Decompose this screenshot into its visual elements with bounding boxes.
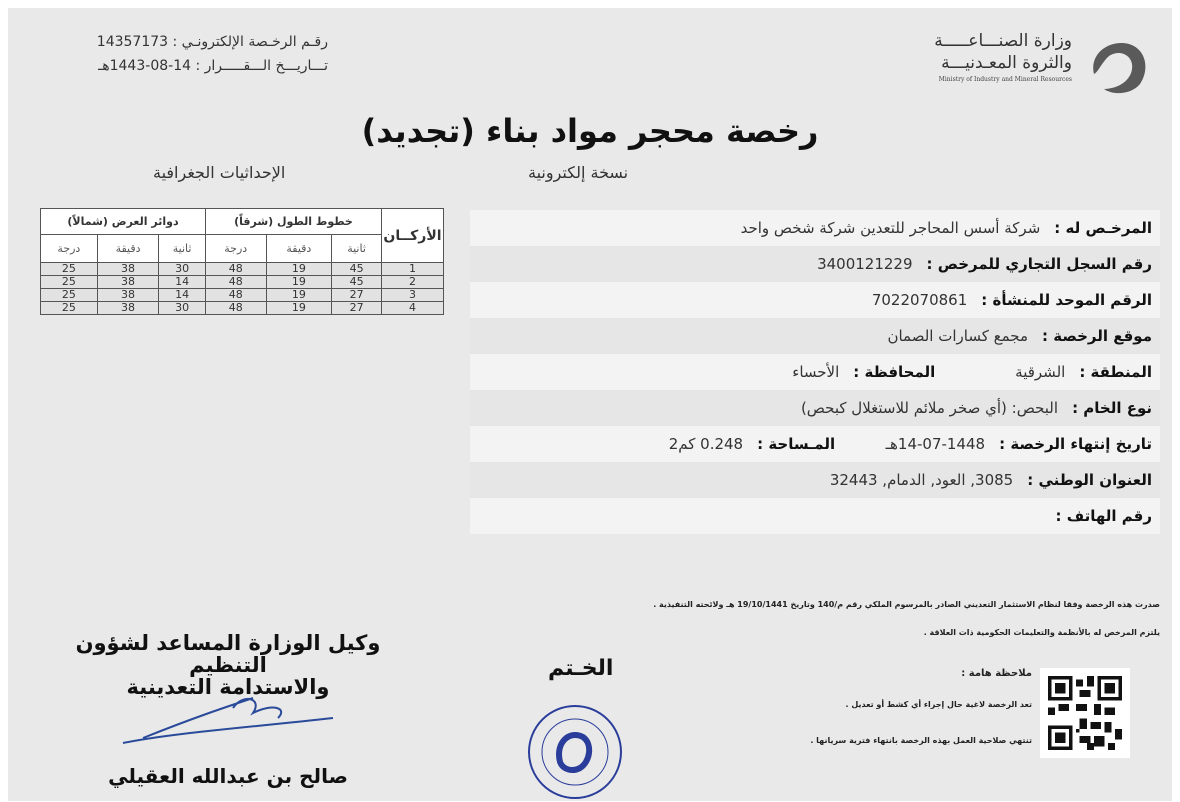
table-row — [41, 276, 444, 289]
region-value: الشرقية — [1015, 363, 1066, 381]
license-fields — [470, 210, 1160, 534]
sub-header: ثانية — [332, 235, 382, 263]
field-label: تاريخ إنتهاء الرخصة : — [999, 435, 1152, 453]
signature — [113, 688, 343, 758]
field-label: المحافظة : — [853, 363, 936, 381]
field-label: العنوان الوطني : — [1027, 471, 1152, 489]
qr-code-icon — [1048, 676, 1122, 750]
lon-cell: 48 — [205, 289, 266, 302]
ministry-logo-icon — [1084, 34, 1152, 98]
corner-cell: 4 — [382, 302, 444, 315]
lat-cell: 38 — [97, 263, 159, 276]
lat-cell: 38 — [97, 289, 159, 302]
table-row — [41, 263, 444, 276]
address-value: 3085, العود, الدمام, 32443 — [829, 471, 1014, 489]
cr-value: 3400121229 — [817, 255, 913, 273]
ministry-name-en: Ministry of Industry and Mineral Resources — [938, 76, 1072, 83]
lat-cell: 38 — [97, 302, 159, 315]
note-2: تنتهي صلاحية العمل بهذه الرخصة بانتهاء فترية سريانها . — [810, 736, 1032, 745]
lat-cell: 25 — [41, 302, 98, 315]
area-value: 0.248 كم2 — [668, 435, 744, 453]
lon-cell: 27 — [332, 289, 382, 302]
region-row — [470, 354, 1160, 390]
lat-cell: 30 — [159, 302, 206, 315]
license-meta — [38, 30, 328, 78]
lon-cell: 19 — [266, 302, 332, 315]
lat-cell: 25 — [41, 276, 98, 289]
site-row — [470, 318, 1160, 354]
sub-header: درجة — [41, 235, 98, 263]
expiry-row — [470, 426, 1160, 462]
electronic-number: 14357173 — [96, 34, 169, 50]
electronic-copy-label: نسخة إلكترونية — [528, 163, 629, 182]
expiry-value: 14-07-1448هـ — [885, 435, 986, 453]
important-label: ملاحظة هامة : — [961, 668, 1032, 679]
signatory-title-1: وكيل الوزارة المساعد لشؤون التنظيم — [75, 631, 381, 677]
ministry-stamp — [525, 702, 625, 802]
unified-row — [470, 282, 1160, 318]
field-label: المرخـص له : — [1054, 219, 1152, 237]
electronic-number-label: رقـم الرخـصة الإلكترونـي : — [172, 34, 328, 50]
lon-cell: 19 — [266, 263, 332, 276]
field-label: رقم الهاتف : — [1055, 507, 1152, 525]
corner-cell: 3 — [382, 289, 444, 302]
qr-code — [1040, 668, 1130, 758]
lon-cell: 27 — [332, 302, 382, 315]
field-label: المنطقة : — [1079, 363, 1152, 381]
cr-row — [470, 246, 1160, 282]
stamp-label: الخـتم — [548, 656, 614, 681]
lat-cell: 14 — [159, 289, 206, 302]
corners-header: الأركــان — [382, 209, 444, 263]
licensee-row — [470, 210, 1160, 246]
address-row — [470, 462, 1160, 498]
lon-cell: 45 — [332, 263, 382, 276]
ministry-logo — [902, 30, 1152, 105]
sub-header: دقيقة — [266, 235, 332, 263]
field-label: رقم السجل التجاري للمرخص : — [926, 255, 1152, 273]
coordinates-table — [40, 208, 444, 315]
table-row — [41, 289, 444, 302]
note-1: تعد الرخصة لاغية حال إجراء أي كشط أو تعديل . — [845, 700, 1032, 709]
decision-date: 14-08-1443هـ — [98, 58, 192, 74]
signatory-title-2: والاستدامة التعدينية — [126, 675, 330, 699]
lat-cell: 25 — [41, 263, 98, 276]
latitude-header: دوائر العرض (شمالاً) — [41, 209, 206, 235]
ore-value: البحص: (أي صخر ملائم للاستغلال كبحص) — [800, 399, 1059, 417]
lon-cell: 48 — [205, 302, 266, 315]
decision-date-label: تـــاريـــخ الـــقـــــرار : — [195, 58, 328, 74]
corner-cell: 2 — [382, 276, 444, 289]
lon-cell: 48 — [205, 263, 266, 276]
lon-cell: 19 — [266, 289, 332, 302]
governorate-value: الأحساء — [792, 363, 840, 381]
sub-header: درجة — [205, 235, 266, 263]
lat-cell: 30 — [159, 263, 206, 276]
issued-note: صدرت هذه الرخصة وفقا لنظام الاستثمار التعديني الصادر بالمرسوم الملكي رقم م/140 وتاريخ 19/10/1441 هـ ولائحته التنفيذية . — [653, 600, 1160, 609]
sub-header: دقيقة — [97, 235, 159, 263]
lon-cell: 48 — [205, 276, 266, 289]
field-label: موقع الرخصة : — [1042, 327, 1152, 345]
licensee-value: شركة أسس المحاجر للتعدين شركة شخص واحد — [740, 219, 1041, 237]
unified-value: 7022070861 — [871, 291, 968, 309]
comply-note: يلتزم المرخص له بالأنظمة والتعليمات الحكومية ذات العلاقة . — [923, 628, 1160, 637]
license-document — [8, 8, 1172, 801]
lat-cell: 38 — [97, 276, 159, 289]
ore-row — [470, 390, 1160, 426]
lon-cell: 19 — [266, 276, 332, 289]
table-row — [41, 302, 444, 315]
ministry-name-ar-1: وزارة الصنـــاعـــــة — [934, 31, 1072, 51]
field-label: نوع الخام : — [1072, 399, 1152, 417]
lat-cell: 25 — [41, 289, 98, 302]
site-value: مجمع كسارات الصمان — [887, 327, 1028, 345]
lat-cell: 14 — [159, 276, 206, 289]
sub-header: ثانية — [159, 235, 206, 263]
document-title: رخصة محجر مواد بناء (تجديد) — [361, 112, 819, 150]
ministry-name-ar-2: والثروة المعـدنيـــة — [941, 53, 1072, 73]
field-label: الرقم الموحد للمنشأة : — [981, 291, 1152, 309]
coordinates-title: الإحداثيات الجغرافية — [153, 163, 286, 182]
lon-cell: 45 — [332, 276, 382, 289]
corner-cell: 1 — [382, 263, 444, 276]
phone-row — [470, 498, 1160, 534]
longitude-header: خطوط الطول (شرقاً) — [205, 209, 381, 235]
signatory-name: صالح بن عبدالله العقيلي — [108, 764, 348, 788]
field-label: المـساحة : — [757, 435, 836, 453]
